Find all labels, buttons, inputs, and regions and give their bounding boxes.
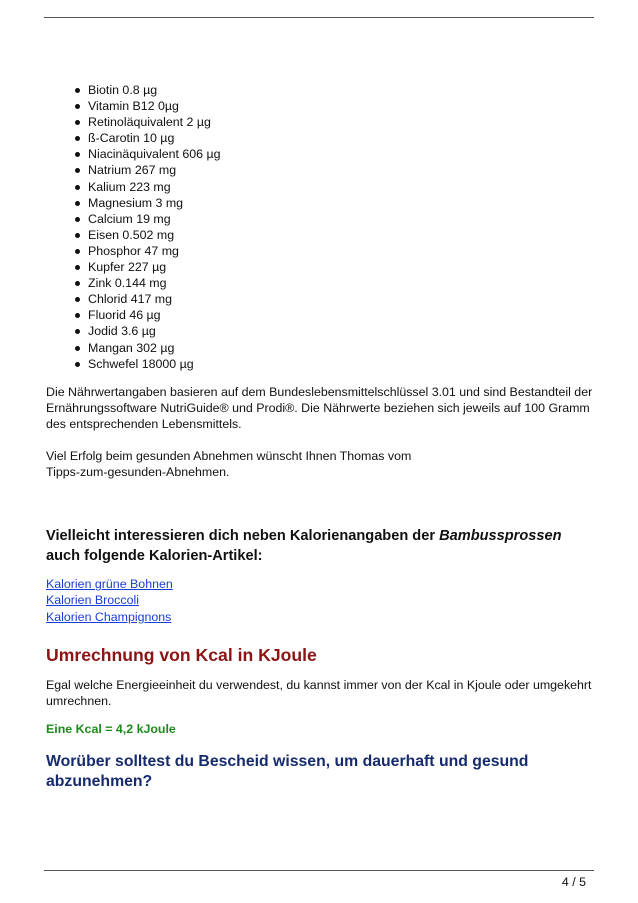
closing-line-2: Tipps-zum-gesunden-Abnehmen. xyxy=(46,465,230,480)
list-item: Zink 0.144 mg xyxy=(74,275,594,291)
list-item: ß-Carotin 10 µg xyxy=(74,130,594,146)
nutrient-list xyxy=(46,82,594,372)
list-item: Schwefel 18000 µg xyxy=(74,356,594,372)
related-heading-emphasis: Bambussprossen xyxy=(439,528,562,545)
related-heading-prefix: Vielleicht interessieren dich neben Kalorienangaben der xyxy=(46,528,440,545)
header-rule xyxy=(44,17,594,18)
list-item: Kalium 223 mg xyxy=(74,179,594,195)
related-links xyxy=(46,576,594,624)
related-articles-heading xyxy=(46,527,594,566)
closing-paragraph xyxy=(46,448,594,480)
page-number: 4 / 5 xyxy=(561,875,586,889)
list-item: Vitamin B12 0µg xyxy=(74,98,594,114)
list-item: Eisen 0.502 mg xyxy=(74,227,594,243)
link-kalorien-champignons[interactable]: Kalorien Champignons xyxy=(46,609,172,624)
list-item: Niacinäquivalent 606 µg xyxy=(74,146,594,162)
conversion-formula: Eine Kcal = 4,2 kJoule xyxy=(46,721,176,736)
list-item: Biotin 0.8 µg xyxy=(74,82,594,98)
conversion-paragraph: Egal welche Energieeinheit du verwendest, du kannst immer von der Kcal in Kjoule oder umgekehrt umrechnen. xyxy=(46,677,592,708)
source-paragraph: Die Nährwertangaben basieren auf dem Bundeslebensmittelschlüssel 3.01 und sind Bestandteil der Ernährungssoftware NutriGuide® und Prodi®. Die Nährwerte beziehen sich jeweils auf 100 Gramm des entsprechenden Lebensmittels. xyxy=(46,384,593,431)
list-item: Jodid 3.6 µg xyxy=(74,323,594,339)
list-item: Mangan 302 µg xyxy=(74,340,594,356)
related-heading-suffix: auch folgende Kalorien-Artikel: xyxy=(46,547,263,564)
link-kalorien-broccoli[interactable]: Kalorien Broccoli xyxy=(46,593,139,608)
link-kalorien-gruene-bohnen[interactable]: Kalorien grüne Bohnen xyxy=(46,577,173,592)
list-item: Chlorid 417 mg xyxy=(74,291,594,307)
list-item: Retinoläquivalent 2 µg xyxy=(74,114,594,130)
list-item: Magnesium 3 mg xyxy=(74,195,594,211)
list-item: Natrium 267 mg xyxy=(74,162,594,178)
list-item: Fluorid 46 µg xyxy=(74,307,594,323)
list-item: Kupfer 227 µg xyxy=(74,259,594,275)
list-item: Calcium 19 mg xyxy=(74,211,594,227)
conversion-heading: Umrechnung von Kcal in KJoule xyxy=(46,644,317,665)
list-item: Phosphor 47 mg xyxy=(74,243,594,259)
footer-rule xyxy=(44,870,594,871)
page-content xyxy=(46,82,594,793)
closing-line-1: Viel Erfolg beim gesunden Abnehmen wünscht Ihnen Thomas vom xyxy=(46,448,412,463)
knowledge-heading: Worüber solltest du Bescheid wissen, um dauerhaft und gesund abzunehmen? xyxy=(46,752,529,791)
